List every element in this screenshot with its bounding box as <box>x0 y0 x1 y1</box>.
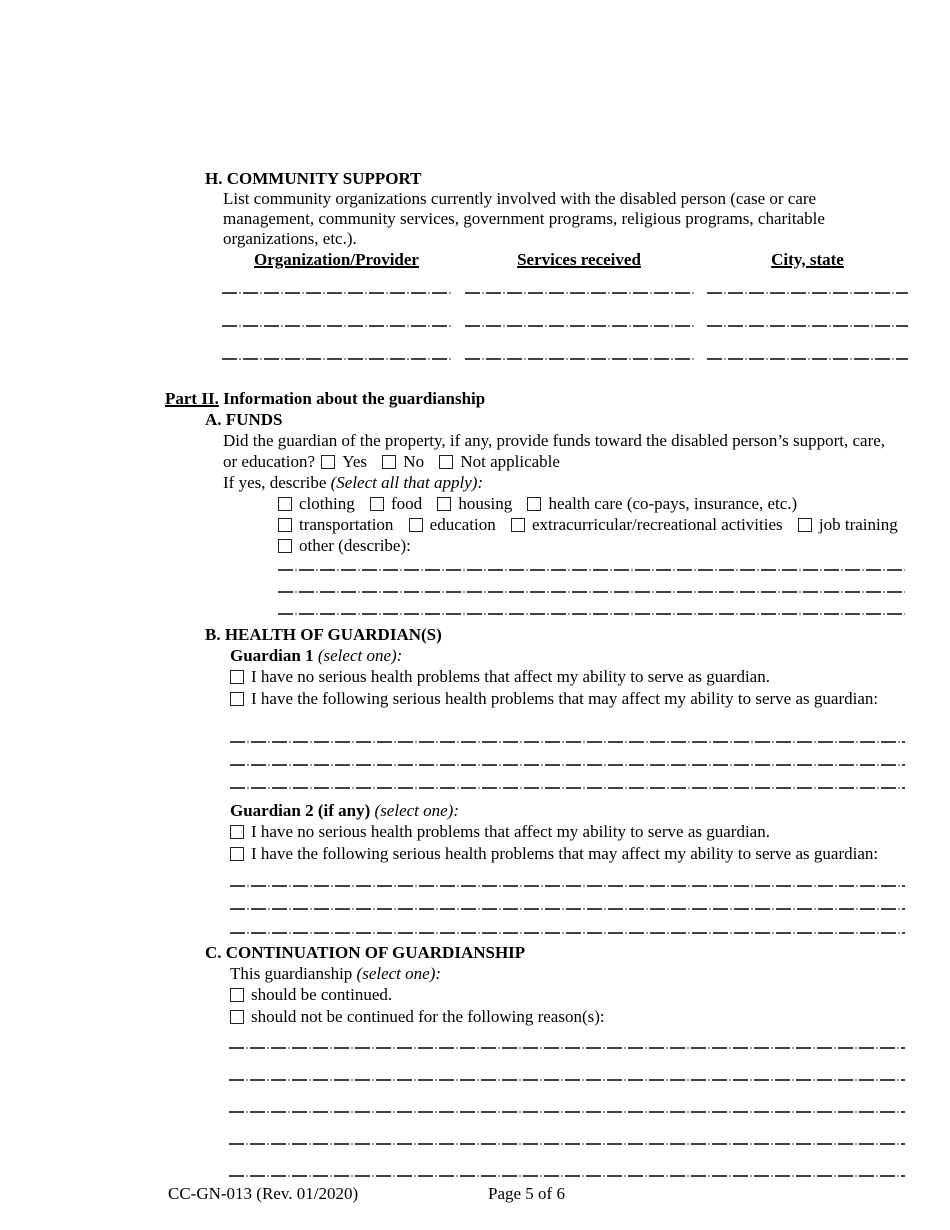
community-line-org-1[interactable] <box>222 269 451 295</box>
continuation-not-continue-row <box>230 1006 950 1028</box>
checkbox-job-training[interactable] <box>798 518 812 532</box>
community-line-city-3[interactable] <box>707 328 908 361</box>
section-b-heading: B. HEALTH OF GUARDIAN(S) <box>205 625 442 644</box>
funds-if-yes-line <box>223 472 950 493</box>
funds-if-yes-text: If yes, describe <box>223 473 327 492</box>
funds-option-job-training <box>798 515 898 534</box>
g1-checkbox-no-health-problems[interactable] <box>230 670 244 684</box>
label-should-continue: should be continued. <box>251 985 393 1004</box>
label-other: other (describe): <box>299 536 411 555</box>
label-job-training: job training <box>818 515 898 534</box>
community-table-row <box>222 328 908 361</box>
funds-option-clothing <box>278 494 355 513</box>
funds-options-row2 <box>278 514 950 535</box>
checkbox-transportation[interactable] <box>278 518 292 532</box>
label-food: food <box>390 494 423 513</box>
label-extracurricular: extracurricular/recreational activities <box>532 515 783 534</box>
checkbox-clothing[interactable] <box>278 497 292 511</box>
funds-answer-no <box>382 452 424 471</box>
form-number: CC-GN-013 (Rev. 01/2020) <box>168 1184 359 1203</box>
continuation-line-2[interactable] <box>229 1050 905 1082</box>
section-a-heading: A. FUNDS <box>205 410 283 429</box>
guardian2-no-problems-row <box>230 821 950 843</box>
g2-label-has-health-problems: I have the following serious health problems that may affect my ability to serve as guardian: <box>251 844 879 863</box>
section-c-heading: C. CONTINUATION OF GUARDIANSHIP <box>205 943 526 962</box>
funds-option-education <box>409 515 496 534</box>
checkbox-not-applicable[interactable] <box>439 455 453 469</box>
continuation-continue-row <box>230 984 950 1006</box>
page-footer <box>0 1183 950 1204</box>
community-line-org-2[interactable] <box>222 295 451 328</box>
continuation-line-3[interactable] <box>229 1082 905 1114</box>
page-content <box>0 168 950 1178</box>
label-health-care: health care (co-pays, insurance, etc.) <box>548 494 798 513</box>
part2-title: Information about the guardianship <box>223 389 486 408</box>
label-clothing: clothing <box>299 494 355 513</box>
community-table-row <box>222 269 908 295</box>
guardian1-has-problems-row <box>230 688 950 710</box>
column-header-services: Services received <box>517 250 641 269</box>
guardian1-no-problems-row <box>230 666 950 688</box>
label-education: education <box>429 515 496 534</box>
guardian2-has-problems-row <box>230 843 950 865</box>
checkbox-yes[interactable] <box>321 455 335 469</box>
continuation-line-1[interactable] <box>229 1028 905 1050</box>
funds-option-housing <box>437 494 512 513</box>
checkbox-health-care[interactable] <box>527 497 541 511</box>
funds-question-line2 <box>223 451 950 472</box>
column-header-city-state: City, state <box>771 250 844 269</box>
community-line-city-1[interactable] <box>707 269 908 295</box>
checkbox-no[interactable] <box>382 455 396 469</box>
g2-health-line-1[interactable] <box>230 865 905 888</box>
g2-health-line-3[interactable] <box>230 911 905 935</box>
funds-select-all-text: (Select all that apply): <box>330 473 484 492</box>
part2-heading <box>165 388 950 409</box>
guardian1-select-one: (select one): <box>317 646 403 665</box>
g1-health-line-1[interactable] <box>230 710 905 744</box>
guardian2-label: Guardian 2 (if any) <box>230 801 371 820</box>
checkbox-food[interactable] <box>370 497 384 511</box>
funds-option-other-row <box>278 535 950 556</box>
guardian2-label-line <box>230 800 950 821</box>
section-h-heading: H. COMMUNITY SUPPORT <box>205 169 422 188</box>
g1-label-no-health-problems: I have no serious health problems that affect my ability to serve as guardian. <box>251 667 770 686</box>
g1-label-has-health-problems: I have the following serious health problems that may affect my ability to serve as guardian: <box>251 689 879 708</box>
continuation-line-5[interactable] <box>229 1146 905 1178</box>
guardian2-select-one: (select one): <box>374 801 460 820</box>
funds-option-other <box>278 536 411 555</box>
checkbox-should-not-continue[interactable] <box>230 1010 244 1024</box>
funds-answer-not-applicable <box>439 452 560 471</box>
checkbox-other[interactable] <box>278 539 292 553</box>
guardian1-label: Guardian 1 <box>230 646 314 665</box>
g1-checkbox-has-health-problems[interactable] <box>230 692 244 706</box>
community-line-services-3[interactable] <box>465 328 694 361</box>
community-line-org-3[interactable] <box>222 328 451 361</box>
community-table-header <box>222 249 908 269</box>
continuation-intro-text: This guardianship <box>230 964 353 983</box>
label-yes: Yes <box>342 452 368 471</box>
community-table-row <box>222 295 908 328</box>
page-number: Page 5 of 6 <box>488 1184 565 1203</box>
label-no: No <box>403 452 425 471</box>
checkbox-education[interactable] <box>409 518 423 532</box>
funds-question-line1: Did the guardian of the property, if any, provide funds toward the disabled person’s support, care, <box>223 431 886 450</box>
section-h-intro: List community organizations currently involved with the disabled person (case or care management, community services, government programs, religious programs, charitable organizations, etc.). <box>223 189 825 248</box>
g2-label-no-health-problems: I have no serious health problems that affect my ability to serve as guardian. <box>251 822 770 841</box>
funds-option-extracurricular <box>511 515 783 534</box>
funds-options-row1 <box>278 493 950 514</box>
g2-health-line-2[interactable] <box>230 888 905 911</box>
g2-checkbox-has-health-problems[interactable] <box>230 847 244 861</box>
continuation-line-4[interactable] <box>229 1114 905 1146</box>
funds-option-food <box>370 494 422 513</box>
continuation-select-one: (select one): <box>356 964 442 983</box>
g2-checkbox-no-health-problems[interactable] <box>230 825 244 839</box>
community-line-services-1[interactable] <box>465 269 694 295</box>
funds-other-line-2[interactable] <box>278 572 905 594</box>
checkbox-housing[interactable] <box>437 497 451 511</box>
funds-answer-yes <box>321 452 367 471</box>
label-transportation: transportation <box>299 515 394 534</box>
g1-health-line-2[interactable] <box>230 744 905 767</box>
label-not-applicable: Not applicable <box>460 452 560 471</box>
part2-label: Part II. <box>165 389 219 408</box>
funds-option-transportation <box>278 515 393 534</box>
funds-option-health-care <box>527 494 797 513</box>
funds-question-line2-text: or education? <box>223 452 316 471</box>
funds-other-line-1[interactable] <box>278 556 905 572</box>
continuation-intro-line <box>230 963 950 984</box>
checkbox-should-continue[interactable] <box>230 988 244 1002</box>
g1-health-line-3[interactable] <box>230 767 905 790</box>
label-housing: housing <box>458 494 513 513</box>
guardian1-label-line <box>230 645 950 666</box>
community-line-services-2[interactable] <box>465 295 694 328</box>
funds-other-line-3[interactable] <box>278 594 905 616</box>
label-should-not-continue: should not be continued for the following reason(s): <box>251 1007 605 1026</box>
column-header-organization: Organization/Provider <box>254 250 419 269</box>
community-line-city-2[interactable] <box>707 295 908 328</box>
checkbox-extracurricular[interactable] <box>511 518 525 532</box>
